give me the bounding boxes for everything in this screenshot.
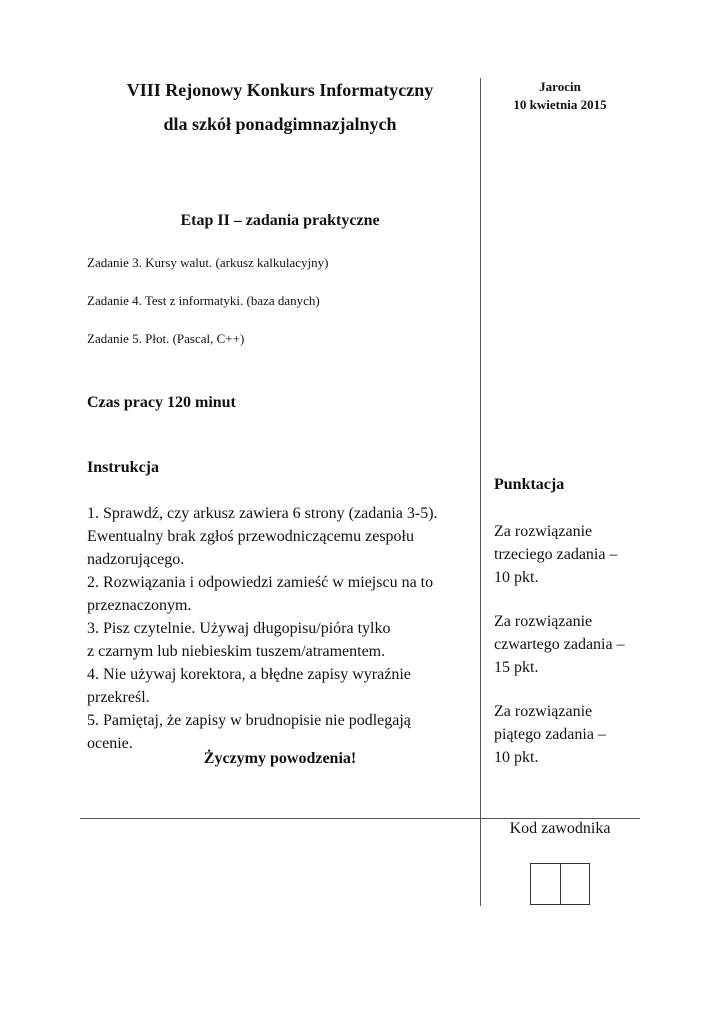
stage-title: Etap II – zadania praktyczne [180,212,380,229]
task-3: Zadanie 3. Kursy walut. (arkusz kalkulacyjny) [87,255,329,270]
instruction-line: z czarnym lub niebieskim tuszem/atramentem. [87,643,386,660]
scoring-heading: Punktacja [494,476,565,493]
score-item-task: piątego zadania – [494,726,606,743]
instruction-line: ocenie. [87,735,133,752]
task-4: Zadanie 4. Test z informatyki. (baza danych) [87,293,320,308]
code-cell[interactable] [560,864,590,904]
contest-place: Jarocin [539,79,581,94]
score-item-points: 15 pkt. [494,659,539,676]
instruction-line: 4. Nie używaj korektora, a błędne zapisy wyraźnie [87,666,411,683]
instruction-line: przeznaczonym. [87,597,192,614]
score-item-task-4 [494,610,640,679]
instruction-line: 1. Sprawdź, czy arkusz zawiera 6 strony (zadania 3-5). [87,505,438,522]
vertical-divider [480,78,481,906]
instruction-line: 2. Rozwiązania i odpowiedzi zamieść w miejscu na to [87,574,434,591]
instruction-line: przekreśl. [87,689,150,706]
instructions-list [87,502,477,755]
contestant-code-box[interactable] [530,863,590,905]
score-item-label: Za rozwiązanie [494,523,593,540]
instruction-line: Ewentualny brak zgłoś przewodniczącemu zespołu [87,528,414,545]
code-cell[interactable] [531,864,560,904]
score-item-task: trzeciego zadania – [494,546,618,563]
contestant-code-label: Kod zawodnika [509,820,611,837]
contest-title: VIII Rejonowy Konkurs Informatyczny [126,80,434,100]
score-item-task: czwartego zadania – [494,636,625,653]
instruction-line: nadzorującego. [87,551,185,568]
score-item-points: 10 pkt. [494,569,539,586]
instruction-line: 5. Pamiętaj, że zapisy w brudnopisie nie podlegają [87,712,411,729]
instruction-line: 3. Pisz czytelnie. Używaj długopisu/pióra tylko [87,620,391,637]
good-luck-wish: Życzymy powodzenia! [203,750,357,767]
contest-subtitle: dla szkół ponadgimnazjalnych [163,114,397,134]
time-limit: Czas pracy 120 minut [87,394,236,411]
score-item-task-5 [494,700,640,769]
task-5: Zadanie 5. Płot. (Pascal, C++) [87,331,245,346]
score-item-points: 10 pkt. [494,749,539,766]
horizontal-divider [80,818,640,819]
contest-date: 10 kwietnia 2015 [513,97,607,112]
score-item-label: Za rozwiązanie [494,613,593,630]
score-item-label: Za rozwiązanie [494,703,593,720]
score-item-task-3 [494,520,640,589]
instructions-heading: Instrukcja [87,459,160,476]
